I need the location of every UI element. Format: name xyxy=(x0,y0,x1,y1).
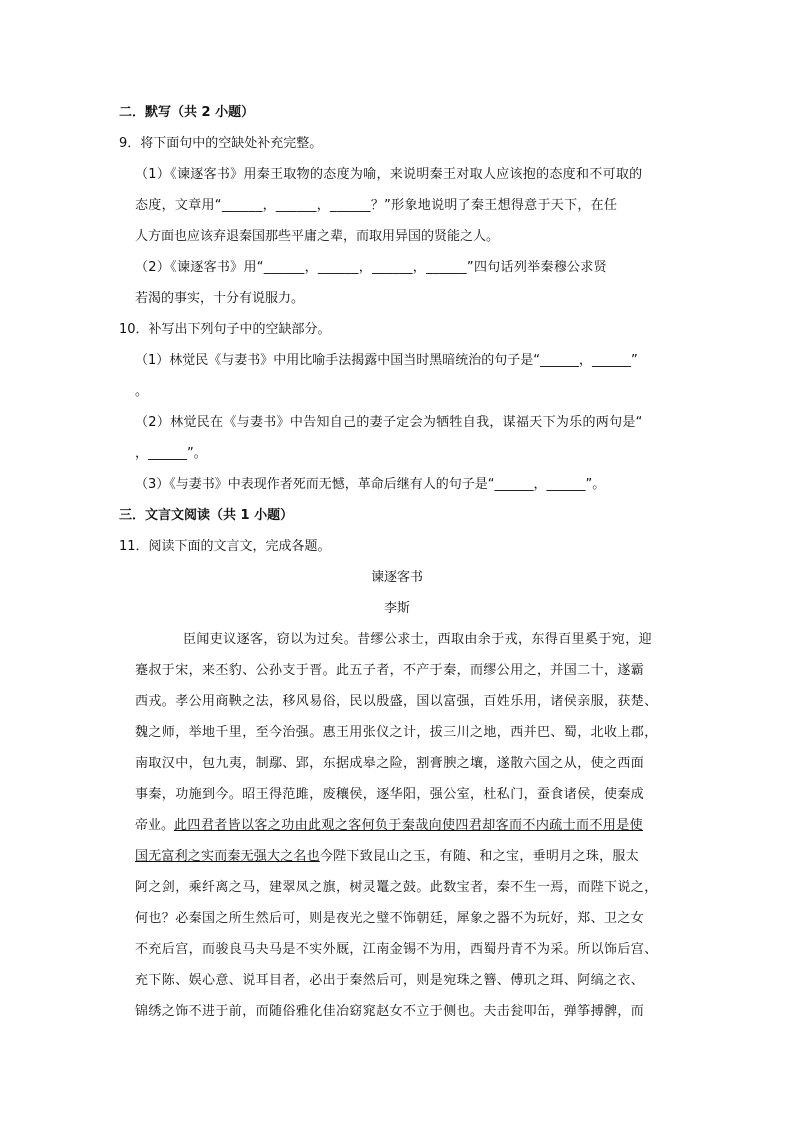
passage-line: 充下陈、娱心意、说耳目者，必出于秦然后可，则是宛珠之簪、傅玑之珥、阿缟之衣、 xyxy=(135,973,645,988)
question-10-part1-line2: 。 xyxy=(135,384,149,399)
passage-line: 臣闻吏议逐客，窃以为过矣。昔缪公求士，西取由余于戎，东得百里奚于宛，迎 xyxy=(183,632,653,647)
passage-line: 阿之剑，乘纤离之马，建翠凤之旗，树灵鼍之鼓。此数宝者，秦不生一焉，而陛下说之， xyxy=(135,880,658,895)
passage-line xyxy=(135,848,639,866)
passage-text: 今陛下致昆山之玉，有随、和之宝，垂明月之珠，服太 xyxy=(319,849,640,864)
passage-line: 南取汉中，包九夷，制鄢、郢，东据成皋之险，割膏腴之壤，遂散六国之从，使之西面 xyxy=(135,756,645,771)
passage-underlined-text: 此四君者皆以客之功由此观之客何负于秦哉向使四君却客而不内疏士而不用是使 xyxy=(174,818,644,833)
question-9-part1-line3: 人方面也应该弃退秦国那些平庸之辈，而取用异国的贤能之人。 xyxy=(135,229,500,244)
passage-line: 何也？必秦国之所生然后可，则是夜光之璧不饰朝廷，犀象之器不为玩好，郑、卫之女 xyxy=(135,911,645,926)
section-title-classical-reading: 三．文言文阅读（共 1 小题） xyxy=(119,508,294,523)
question-9-part2-line1: （2）《谏逐客书》用“______，______，______，______”四句话列举秦穆公求贤 xyxy=(135,260,607,275)
passage-title: 谏逐客书 xyxy=(370,570,423,585)
passage-line: 锦绣之饰不进于前，而随俗雅化佳冶窈窕赵女不立于侧也。夫击瓮叩缶，弹筝搏髀，而 xyxy=(135,1004,645,1019)
question-10-part1-line1: （1）林觉民《与妻书》中用比喻手法揭露中国当时黑暗统治的句子是“______，______” xyxy=(135,353,638,368)
question-10-part2-line1: （2）林觉民在《与妻书》中告知自己的妻子定会为牺牲自我，谋福天下为乐的两句是“ xyxy=(135,415,643,430)
passage-line xyxy=(135,817,643,835)
question-11-stem: 11．阅读下面的文言文，完成各题。 xyxy=(119,539,331,554)
question-9-stem: 9．将下面句中的空缺处补充完整。 xyxy=(119,136,323,151)
question-10-part2-line2: ，______”。 xyxy=(135,446,207,461)
passage-line: 不充后宫，而骏良马夬马是不实外厩，江南金锡不为用，西蜀丹青不为采。所以饰后宫、 xyxy=(135,942,658,957)
passage-author: 李斯 xyxy=(383,601,410,616)
question-10-stem: 10．补写出下列句子中的空缺部分。 xyxy=(119,322,331,337)
passage-line: 魏之师，举地千里，至今治强。惠王用张仪之计，拔三川之地，西并巴、蜀，北收上郡， xyxy=(135,725,658,740)
question-9-part2-line2: 若渴的事实，十分有说服力。 xyxy=(135,291,305,306)
passage-text: 帝业。 xyxy=(135,818,175,833)
passage-underlined-text: 国无富利之实而秦无强大之名也 xyxy=(135,849,320,864)
passage-line: 西戎。孝公用商鞅之法，移风易俗，民以殷盛，国以富强，百姓乐用，诸侯亲服，获楚、 xyxy=(135,694,658,709)
passage-line: 蹇叔于宋，来丕豹、公孙支于晋。此五子者，不产于秦，而缪公用之，并国二十，遂霸 xyxy=(135,663,645,678)
passage-line: 事秦，功施到今。昭王得范雎，废穰侯，逐华阳，强公室，杜私门，蚕食诸侯，使秦成 xyxy=(135,787,645,802)
question-9-part1-line2: 态度，文章用“______，______，______？”形象地说明了秦王想得意于天下，在任 xyxy=(135,198,618,213)
question-9-part1-line1: （1）《谏逐客书》用秦王取物的态度为喻，来说明秦王对取人应该抱的态度和不可取的 xyxy=(135,167,643,182)
question-10-part3-line1: （3）《与妻书》中表现作者死而无憾，革命后继有人的句子是“______，______”。 xyxy=(135,477,606,492)
section-title-dictation: 二．默写（共 2 小题） xyxy=(119,105,255,120)
